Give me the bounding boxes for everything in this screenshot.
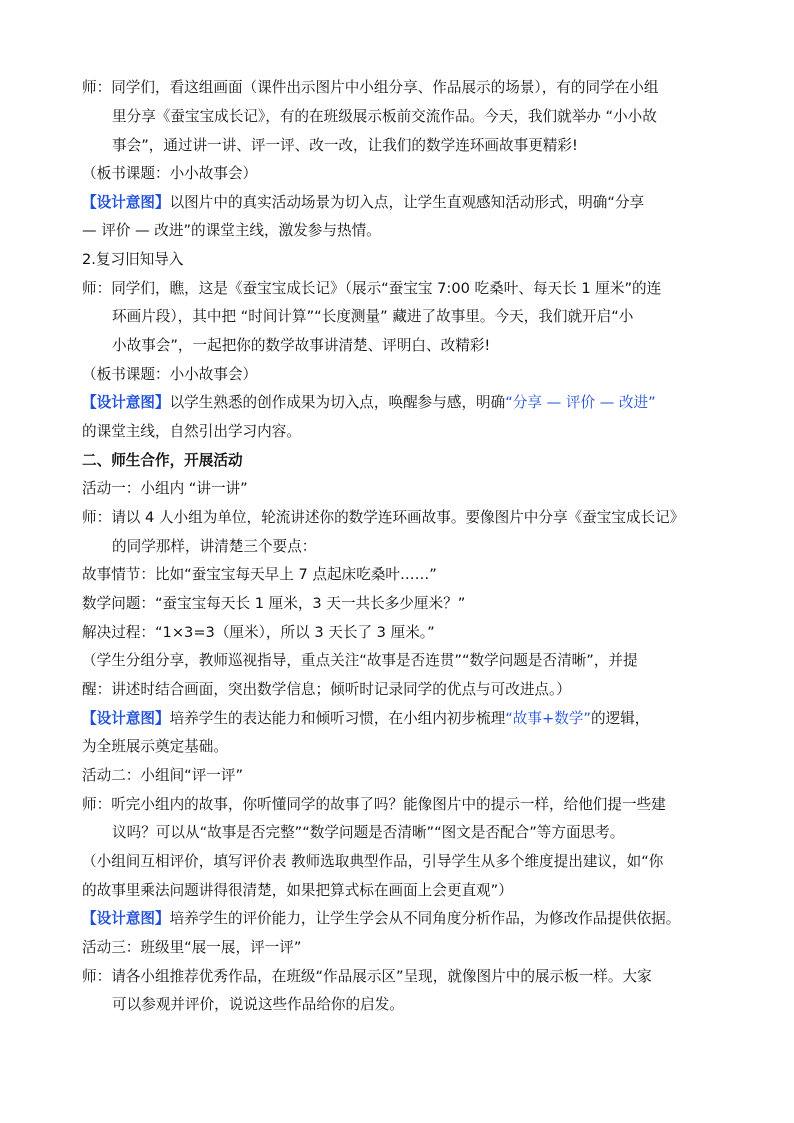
paragraph-line: 的故事里乘法问题讲得很清楚，如果把算式标在画面上会更直观”）: [82, 882, 513, 899]
design-intent-text: 培养学生的表达能力和倾听习惯，在小组内初步梳理: [169, 710, 506, 727]
activity-title: 活动一：小组内 “讲一讲”: [82, 480, 248, 497]
paragraph-line: — 评价 — 改进”的课堂主线，激发参与热情。: [82, 222, 381, 239]
design-intent-text: 的逻辑，: [590, 710, 650, 727]
highlight-text: “故事+数学”: [505, 710, 591, 727]
design-intent-text: 以学生熟悉的创作成果为切入点，唤醒参与感，明确: [169, 394, 506, 411]
paragraph-line: 师：请各小组推荐优秀作品，在班级“作品展示区”呈现，就像图片中的展示板一样。大家: [82, 968, 652, 985]
blackboard-note: （板书课题：小小故事会）: [82, 366, 258, 383]
design-intent-tag: 【设计意图】: [82, 910, 170, 927]
design-intent-line: [82, 393, 754, 413]
section-heading: 二、师生合作，开展活动: [82, 452, 243, 469]
design-intent-tag: 【设计意图】: [82, 710, 170, 727]
blackboard-note: （板书课题：小小故事会）: [82, 165, 258, 182]
highlight-text: “分享 — 评价 — 改进”: [505, 394, 656, 411]
design-intent-text: 培养学生的评价能力，让学生学会从不同角度分析作品，为修改作品提供依据。: [169, 910, 681, 927]
paragraph-line: 师：同学们，看这组画面（课件出示图片中小组分享、作品展示的场景），有的同学在小组: [82, 79, 659, 96]
paragraph-line: 为全班展示奠定基础。: [82, 738, 228, 755]
paragraph-line: 醒：讲述时结合画面，突出数学信息；倾听时记录同学的优点与可改进点。）: [82, 681, 571, 698]
list-item: 解决过程：“1×3=3（厘米），所以 3 天长了 3 厘米。”: [82, 624, 435, 641]
paragraph-line: 议吗？可以从“故事是否完整”“数学问题是否清晰”“图文是否配合”等方面思考。: [112, 824, 625, 841]
paragraph-line: 事会”，通过讲一讲、评一评、改一改，让我们的数学连环画故事更精彩!: [112, 137, 578, 154]
list-item: 故事情节：比如“蚕宝宝每天早上 7 点起床吃桑叶……”: [82, 566, 437, 583]
design-intent-text: 以图片中的真实活动场景为切入点，让学生直观感知活动形式，明确“分享: [169, 194, 645, 211]
paragraph-line: 师：请以 4 人小组为单位，轮流讲述你的数学连环画故事。要像图片中分享《蚕宝宝成长记》: [82, 509, 685, 526]
activity-title: 活动二：小组间“评一评”: [82, 767, 244, 784]
paragraph-line: 师：听完小组内的故事，你听懂同学的故事了吗？能像图片中的提示一样，给他们提一些建: [82, 796, 666, 813]
paragraph-line: 环画片段），其中把 “时间计算”“长度测量” 藏进了故事里。今天，我们就开启“小: [112, 308, 634, 325]
activity-title: 活动三：班级里“展一展，评一评”: [82, 939, 302, 956]
paragraph-line: （学生分组分享，教师巡视指导，重点关注“故事是否连贯”“数学问题是否清晰”，并提: [82, 652, 638, 669]
paragraph-line: （小组间互相评价，填写评价表 教师选取典型作品，引导学生从多个维度提出建议，如“你: [82, 853, 664, 870]
paragraph-line: 小故事会”，一起把你的数学故事讲清楚、评明白、改精彩!: [112, 337, 491, 354]
design-intent-line: [82, 909, 754, 929]
paragraph-line: 的同学那样，讲清楚三个要点：: [112, 538, 317, 555]
section-subheading: 2.复习旧知导入: [82, 251, 184, 268]
design-intent-tag: 【设计意图】: [82, 394, 170, 411]
design-intent-line: [82, 193, 754, 213]
paragraph-line: 里分享《蚕宝宝成长记》，有的在班级展示板前交流作品。今天，我们就举办 “小小故: [112, 108, 657, 125]
list-item: 数学问题：“蚕宝宝每天长 1 厘米，3 天一共长多少厘米？”: [82, 595, 466, 612]
paragraph-line: 可以参观并评价，说说这些作品给你的启发。: [112, 996, 404, 1013]
paragraph-line: 师：同学们，瞧，这是《蚕宝宝成长记》（展示“蚕宝宝 7:00 吃桑叶、每天长 1 厘米”的连: [82, 280, 662, 297]
paragraph-line: 的课堂主线，自然引出学习内容。: [82, 423, 301, 440]
design-intent-line: [82, 709, 754, 729]
design-intent-tag: 【设计意图】: [82, 194, 170, 211]
